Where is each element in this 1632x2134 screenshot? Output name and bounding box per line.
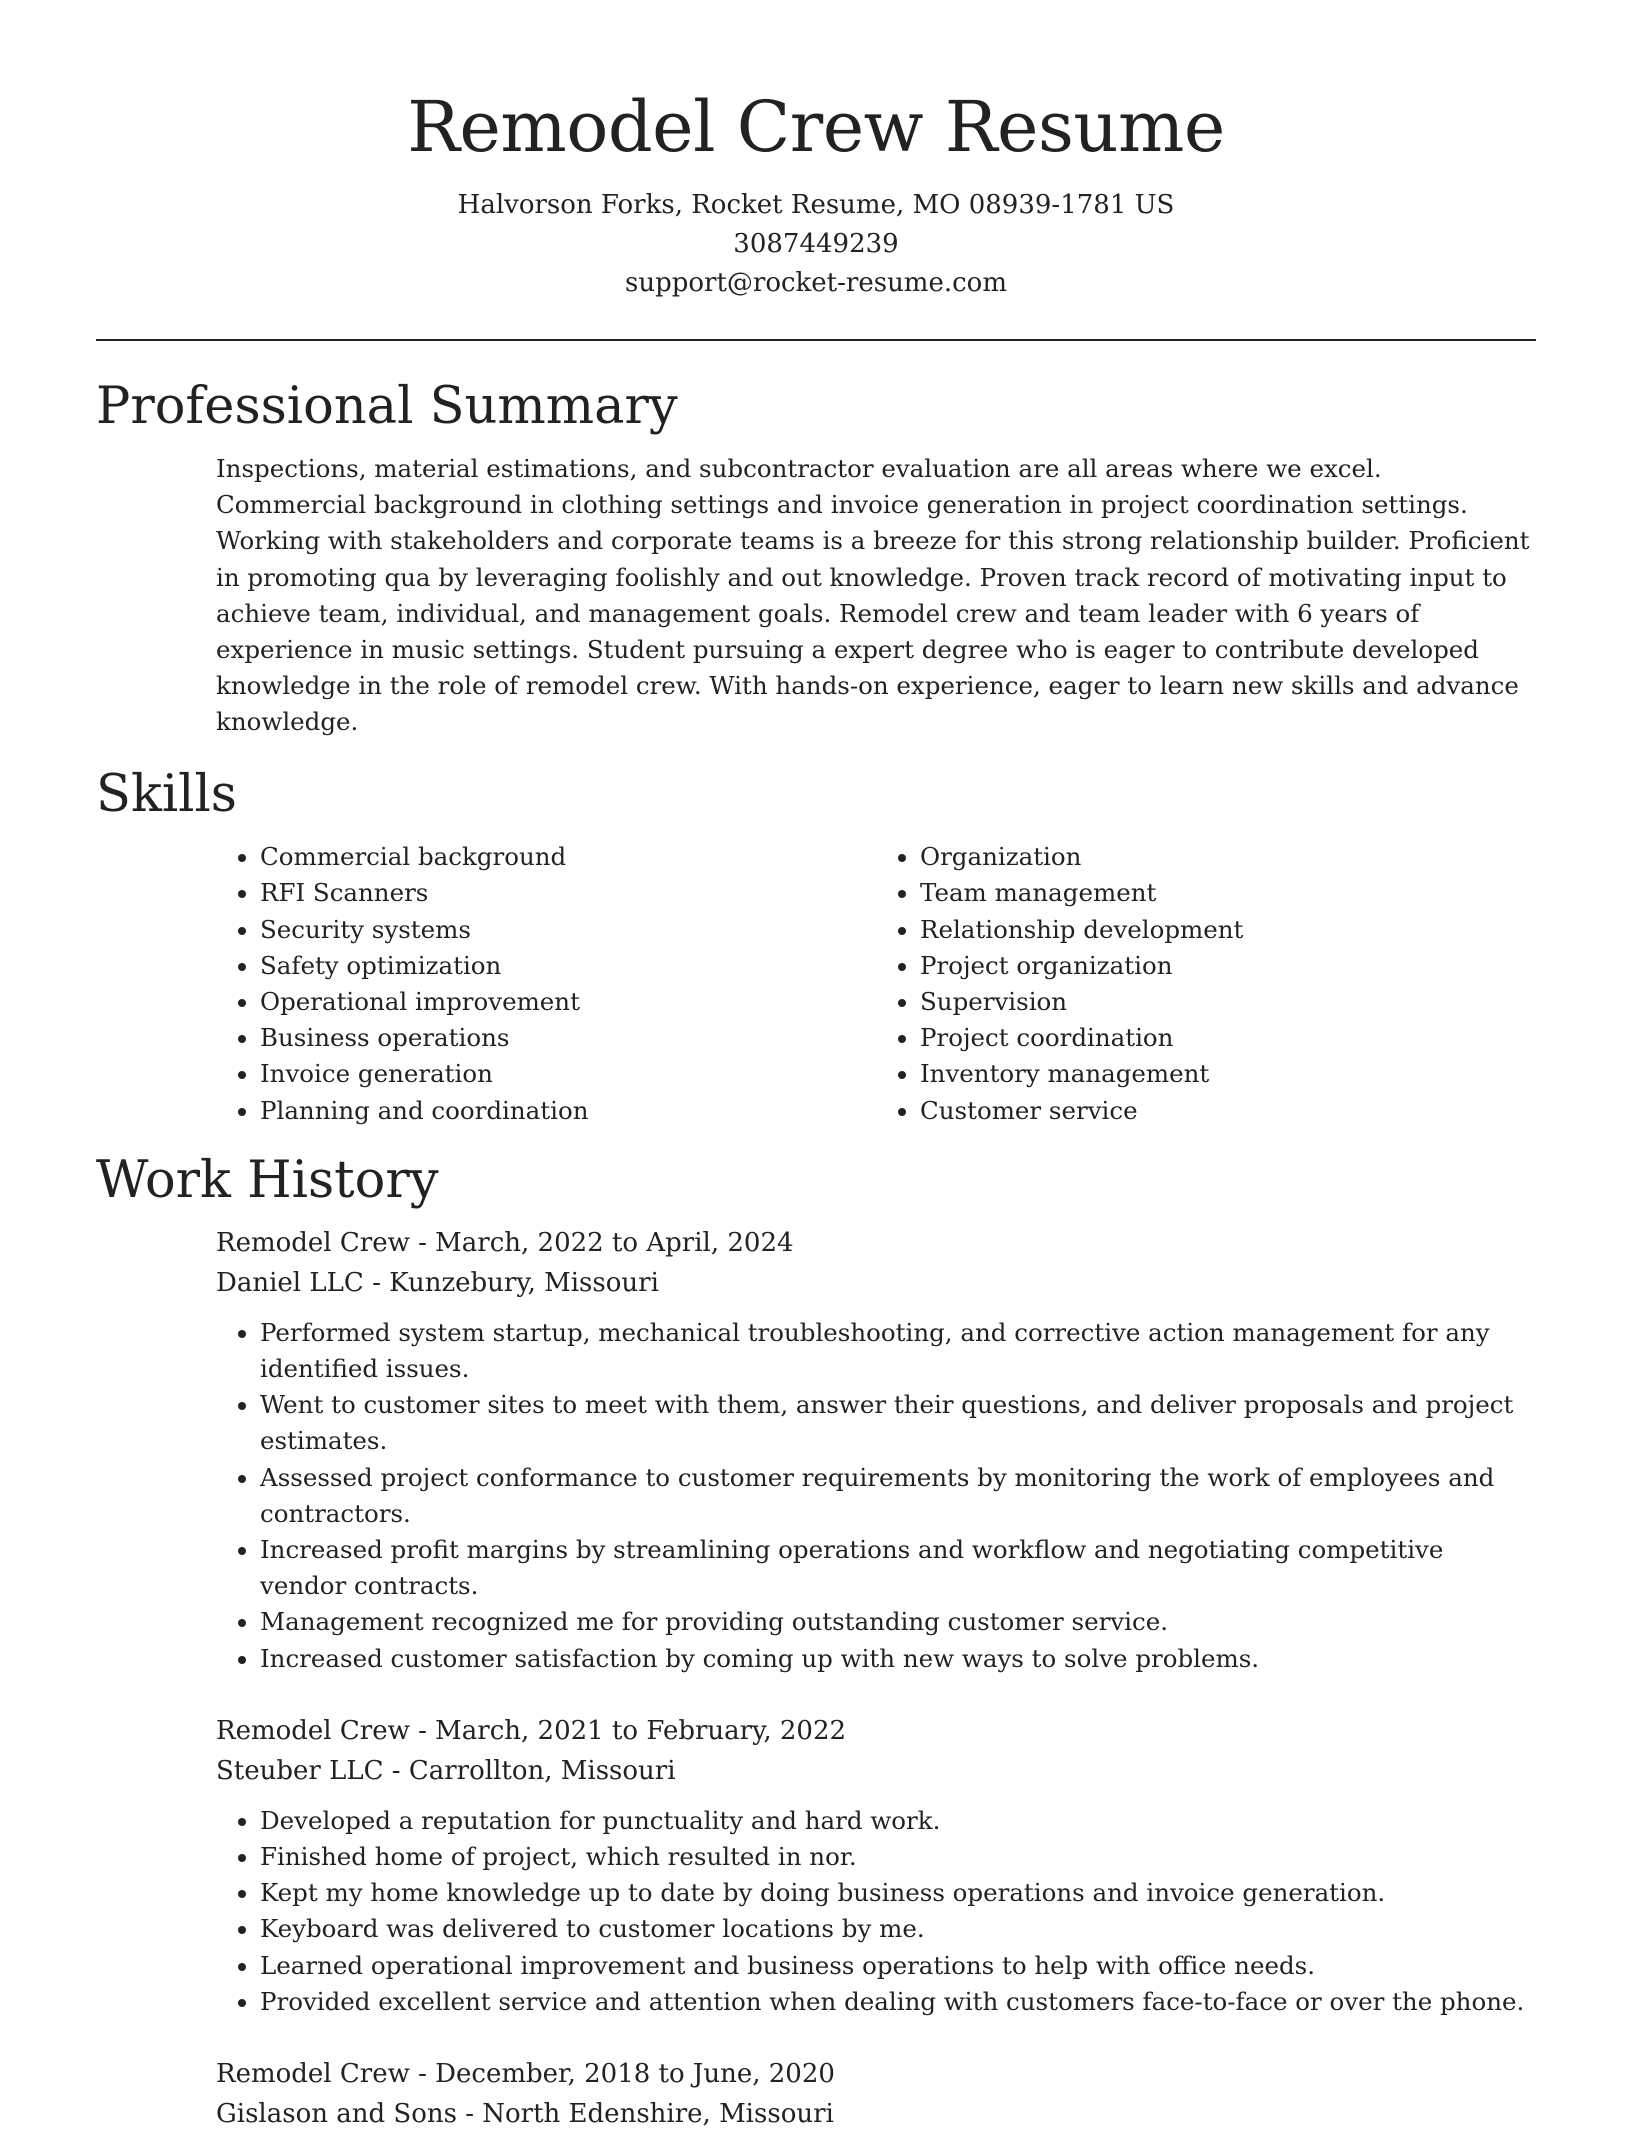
skill-item: • Project coordination	[920, 1020, 1536, 1056]
skill-item: • Business operations	[260, 1020, 876, 1056]
job-bullet: • Increased profit margins by streamlining operations and workflow and negotiating competitive vendor contracts.	[260, 1532, 1536, 1604]
summary-heading: Professional Summary	[96, 377, 678, 436]
job-bullets	[216, 1803, 1536, 2020]
job-entry	[216, 1223, 1536, 1677]
skill-item: • Relationship development	[920, 912, 1536, 948]
summary-text: Inspections, material estimations, and subcontractor evaluation are all areas where we excel. Commercial background in clothing settings and invoice generation in project coordination settings. Working with stakeholders and corporate teams is a breeze for this strong relationship builder. Proficient in promoting qua by leveraging foolishly and out knowledge. Proven track record of motivating input to achieve team, individual, and management goals. Remodel crew and team leader with 6 years of experience in music settings. Student pursuing a expert degree who is eager to contribute developed knowledge in the role of remodel crew. With hands-on experience, eager to learn new skills and advance knowledge.	[216, 454, 1530, 737]
skill-item: • Organization	[920, 839, 1536, 875]
job-bullet: • Keyboard was delivered to customer locations by me.	[260, 1911, 1536, 1947]
job-entry	[216, 2054, 1536, 2134]
job-bullet: • Developed a reputation for punctuality and hard work.	[260, 1803, 1536, 1839]
job-bullet: • Went to customer sites to meet with them, answer their questions, and deliver proposals and project estimates.	[260, 1387, 1536, 1459]
job-company-line: Steuber LLC - Carrollton, Missouri	[216, 1755, 676, 1786]
job-bullet: • Increased customer satisfaction by coming up with new ways to solve problems.	[260, 1641, 1536, 1677]
job-company-line: Daniel LLC - Kunzebury, Missouri	[216, 1267, 659, 1298]
skill-item: • Commercial background	[260, 839, 876, 875]
skill-item: • Customer service	[920, 1093, 1536, 1129]
contact-email: support@rocket-resume.com	[624, 268, 1007, 298]
job-bullet: • Finished home of project, which resulted in nor.	[260, 1839, 1536, 1875]
skill-item: • Planning and coordination	[260, 1093, 876, 1129]
skills-list-right	[876, 839, 1536, 1129]
job-bullet: • Kept my home knowledge up to date by doing business operations and invoice generation.	[260, 1875, 1536, 1911]
skill-item: • Supervision	[920, 984, 1536, 1020]
skill-item: • RFI Scanners	[260, 875, 876, 911]
resume-title: Remodel Crew Resume	[407, 86, 1225, 168]
skills-heading: Skills	[96, 765, 237, 825]
job-bullets	[216, 1315, 1536, 1677]
contact-phone: 3087449239	[733, 229, 899, 259]
skill-item: • Invoice generation	[260, 1056, 876, 1092]
job-bullet: • Learned operational improvement and business operations to help with office needs.	[260, 1948, 1536, 1984]
resume-page	[96, 0, 1536, 2134]
skill-item: • Operational improvement	[260, 984, 876, 1020]
work-history-heading: Work History	[96, 1150, 439, 1210]
skill-item: • Inventory management	[920, 1056, 1536, 1092]
contact-address: Halvorson Forks, Rocket Resume, MO 08939-1781 US	[457, 190, 1175, 220]
work-history-list	[216, 1223, 1536, 2134]
job-bullet: • Assessed project conformance to customer requirements by monitoring the work of employees and contractors.	[260, 1460, 1536, 1532]
skill-item: • Project organization	[920, 948, 1536, 984]
job-title-line: Remodel Crew - December, 2018 to June, 2020	[216, 2059, 835, 2089]
skill-item: • Team management	[920, 875, 1536, 911]
job-entry	[216, 1711, 1536, 2020]
job-company-line: Gislason and Sons - North Edenshire, Missouri	[216, 2099, 834, 2129]
skills-grid	[216, 839, 1536, 1129]
skill-item: • Safety optimization	[260, 948, 876, 984]
job-bullet: • Provided excellent service and attention when dealing with customers face-to-face or over the phone.	[260, 1984, 1536, 2020]
job-bullet: • Management recognized me for providing outstanding customer service.	[260, 1604, 1536, 1640]
job-title-line: Remodel Crew - March, 2021 to February, 2022	[216, 1715, 847, 1746]
job-bullet: • Performed system startup, mechanical troubleshooting, and corrective action management for any identified issues.	[260, 1315, 1536, 1387]
contact-block	[96, 186, 1536, 303]
header-divider	[96, 339, 1536, 341]
skills-list-left	[216, 839, 876, 1129]
job-title-line: Remodel Crew - March, 2022 to April, 2024	[216, 1227, 794, 1258]
skill-item: • Security systems	[260, 912, 876, 948]
